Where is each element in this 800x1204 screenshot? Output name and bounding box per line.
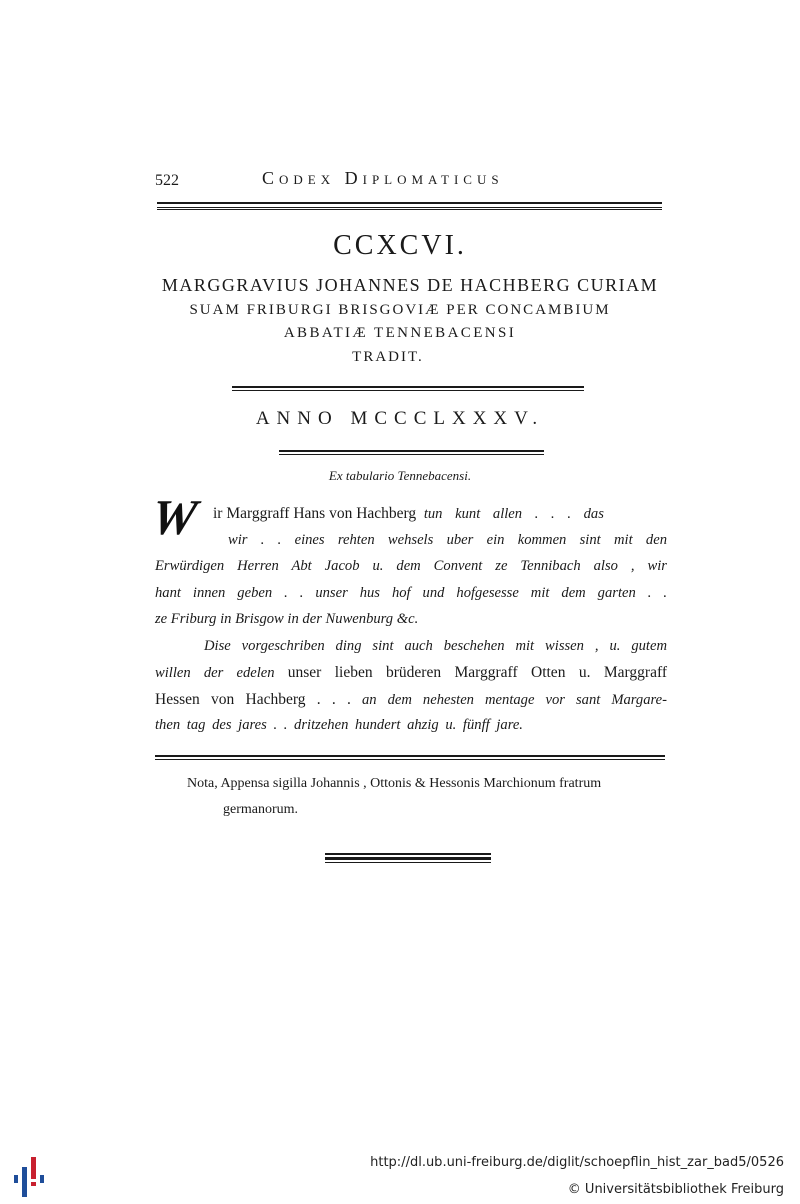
charter-line-8-roman: Hessen von Hachberg . . .: [155, 691, 351, 708]
anno-date: ANNO MCCCLXXXV.: [255, 408, 545, 429]
source-url-link[interactable]: http://dl.ub.uni-freiburg.de/diglit/schoepflin_hist_zar_bad5/0526: [370, 1155, 784, 1170]
header-rule-lower: [157, 209, 662, 210]
charter-line-8-italic: an dem nehesten mentage vor sant Margare-: [361, 692, 667, 708]
header-rule: [157, 202, 662, 208]
initial-letter: W: [148, 489, 191, 545]
closing-rule-middle: [325, 857, 491, 860]
closing-rule-bottom: [325, 862, 491, 863]
charter-line-3: Erwürdigen Herren Abt Jacob u. dem Convent ze Tennibach also , wir: [155, 558, 667, 574]
logo-bar-3: [31, 1157, 36, 1179]
note-line-1: Nota, Appensa sigilla Johannis , Ottonis & Hessonis Marchionum fratrum: [187, 776, 602, 791]
title-line-2: SUAM FRIBURGI BRISGOVIÆ PER CONCAMBIUM: [189, 302, 611, 318]
charter-line-7-italic: willen der edelen: [155, 665, 275, 681]
charter-line-1: [213, 505, 667, 523]
title-rule: [232, 386, 584, 391]
charter-line-9: then tag des jares . . dritzehen hundert ahzig u. fünff jare.: [155, 717, 523, 733]
charter-line-8: [155, 691, 667, 709]
charter-line-6: Dise vorgeschriben ding sint auch beschehen mit wissen , u. gutem: [204, 638, 667, 654]
charter-line-2: wir . . eines rehten wehsels uber ein kommen sint mit den: [228, 532, 667, 548]
charter-line-1-italic: tun kunt allen . . . das: [423, 506, 604, 522]
logo-bar-1: [14, 1175, 18, 1183]
charter-line-5: ze Friburg in Brisgow in der Nuwenburg &c.: [155, 611, 419, 627]
charter-line-1-roman: ir Marggraff Hans von Hachberg: [213, 505, 417, 522]
logo-bar-4: [31, 1182, 36, 1186]
title-line-3: ABBATIÆ TENNEBACENSI: [283, 325, 517, 341]
closing-rule-top: [325, 853, 491, 855]
charter-line-7: [155, 664, 667, 682]
document-number: CCXCVI.: [333, 230, 467, 261]
anno-rule: [279, 450, 544, 455]
title-line-1: MARGGRAVIUS JOHANNES DE HACHBERG CURIAM: [161, 275, 659, 295]
note-line-2: germanorum.: [223, 802, 299, 817]
charter-line-7-roman: unser lieben brüderen Marggraff Otten u. Marggraff: [287, 664, 667, 681]
copyright-notice: © Universitätsbibliothek Freiburg: [567, 1182, 784, 1197]
logo-bar-2: [22, 1167, 27, 1197]
logo-bar-5: [40, 1175, 44, 1183]
charter-rule: [155, 755, 665, 760]
library-logo-icon: [14, 1157, 50, 1197]
source-note: Ex tabulario Tennebacensi.: [328, 468, 472, 483]
running-title-text: Codex Diplomaticus: [262, 168, 504, 188]
running-title: [262, 168, 504, 189]
page-number: 522: [155, 172, 179, 189]
charter-line-4: hant innen geben . . unser hus hof und hofgesesse mit dem garten . .: [155, 585, 667, 601]
title-line-4: TRADIT.: [352, 349, 424, 365]
